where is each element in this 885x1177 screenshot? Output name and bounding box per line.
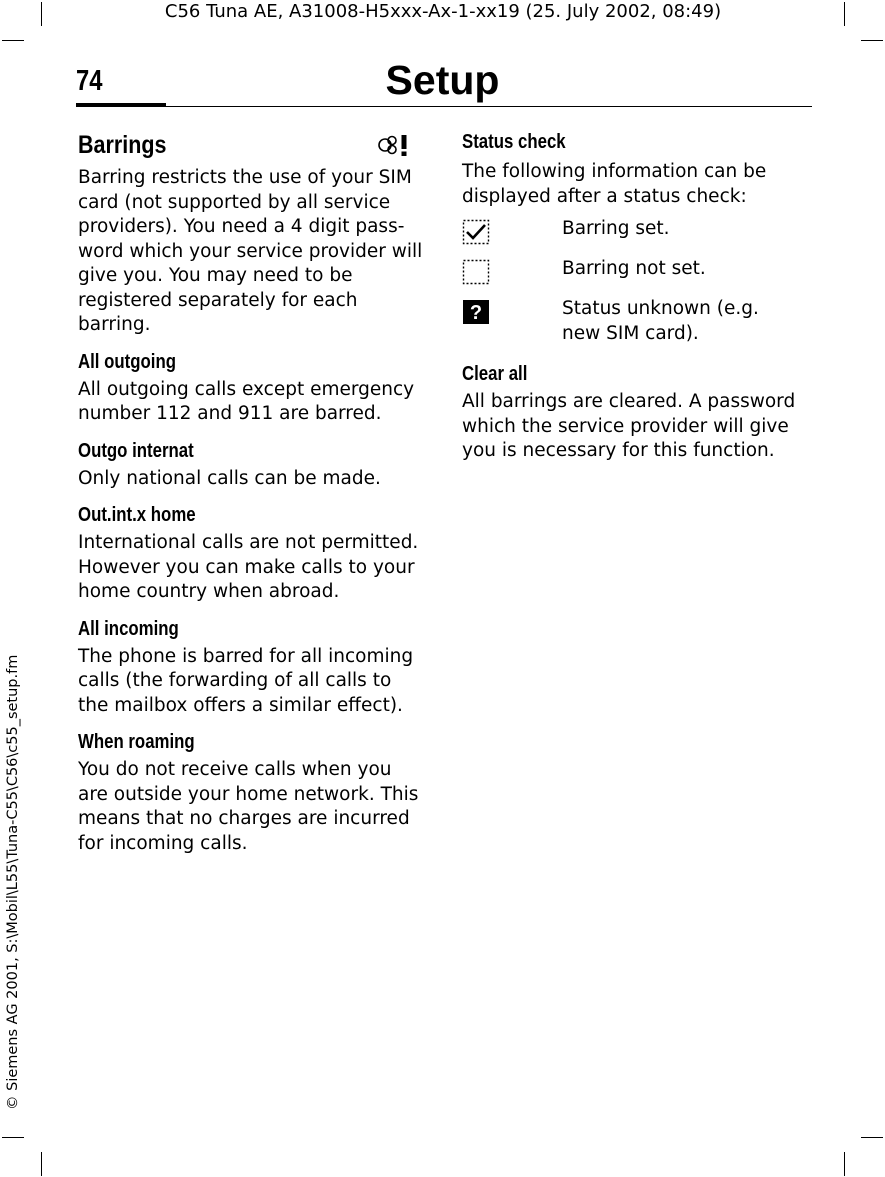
- item-heading: Outgo internat: [78, 439, 194, 462]
- crop-mark: [2, 1137, 24, 1138]
- clear-all-heading: Clear all: [462, 363, 528, 385]
- crop-mark: [861, 1137, 883, 1138]
- svg-text:?: ?: [469, 302, 483, 324]
- item-text: All outgoing calls except emergency number 112 and 911 are barred.: [78, 378, 415, 424]
- document-header: C56 Tuna AE, A31008-H5xxx-Ax-1-xx19 (25. July 2002, 08:49): [164, 1, 722, 22]
- section-title: Barrings: [78, 131, 167, 159]
- checked-box-icon: [462, 219, 490, 245]
- crop-mark: [41, 2, 42, 26]
- empty-box-icon: [462, 259, 490, 285]
- right-column: [462, 128, 807, 464]
- caution-exclamation-icon: [399, 133, 409, 157]
- barring-item: [78, 437, 423, 492]
- status-row: [462, 217, 807, 249]
- item-text: The phone is barred for all incoming calls (the forwarding of all calls to the mailbox offers a similar effect).: [78, 645, 414, 716]
- item-heading: All outgoing: [78, 350, 176, 373]
- barring-item: [78, 728, 423, 856]
- status-text: Status unknown (e.g. new SIM card).: [562, 298, 759, 344]
- barring-item: [78, 348, 423, 427]
- section-icons: [377, 133, 409, 157]
- status-text: Barring set.: [562, 218, 670, 239]
- left-column: [78, 128, 423, 856]
- item-heading: All incoming: [78, 617, 179, 640]
- section-header: [78, 128, 423, 162]
- item-heading: Out.int.x home: [78, 504, 196, 526]
- item-text: Only national calls can be made.: [78, 467, 381, 489]
- status-row: [462, 257, 807, 289]
- question-mark-box-icon: [462, 299, 490, 325]
- status-check-heading: Status check: [462, 131, 566, 153]
- status-check-intro: The following information can be displayed after a status check:: [462, 161, 767, 207]
- header-rule: [76, 106, 812, 107]
- page-number: 74: [76, 65, 103, 97]
- item-heading: When roaming: [78, 731, 195, 753]
- crop-mark: [844, 1152, 845, 1176]
- crop-mark: [861, 40, 883, 41]
- copyright-path: © Siemens AG 2001, S:\Mobil\L55\Tuna-C55\C56\c55_setup.fm: [5, 654, 21, 1110]
- sim-access-icon: [377, 134, 399, 156]
- intro-paragraph: Barring restricts the use of your SIM card (not supported by all service providers). You need a 4 digit pass-word which your service provider will give you. You may need to be registered separately for each barring.: [78, 167, 423, 335]
- status-row: [462, 297, 807, 346]
- status-text: Barring not set.: [562, 258, 706, 279]
- barring-item: [78, 615, 423, 719]
- item-text: You do not receive calls when you are outside your home network. This means that no charges are incurred for incoming calls.: [78, 759, 419, 854]
- item-text: International calls are not permitted. However you can make calls to your home country when abroad.: [78, 532, 419, 602]
- barring-item: [78, 501, 423, 605]
- crop-mark: [41, 1152, 42, 1176]
- crop-mark: [844, 2, 845, 26]
- page-title: Setup: [385, 57, 500, 103]
- crop-mark: [2, 40, 24, 41]
- clear-all-text: All barrings are cleared. A password which the service provider will give you is necessary for this function.: [462, 391, 796, 461]
